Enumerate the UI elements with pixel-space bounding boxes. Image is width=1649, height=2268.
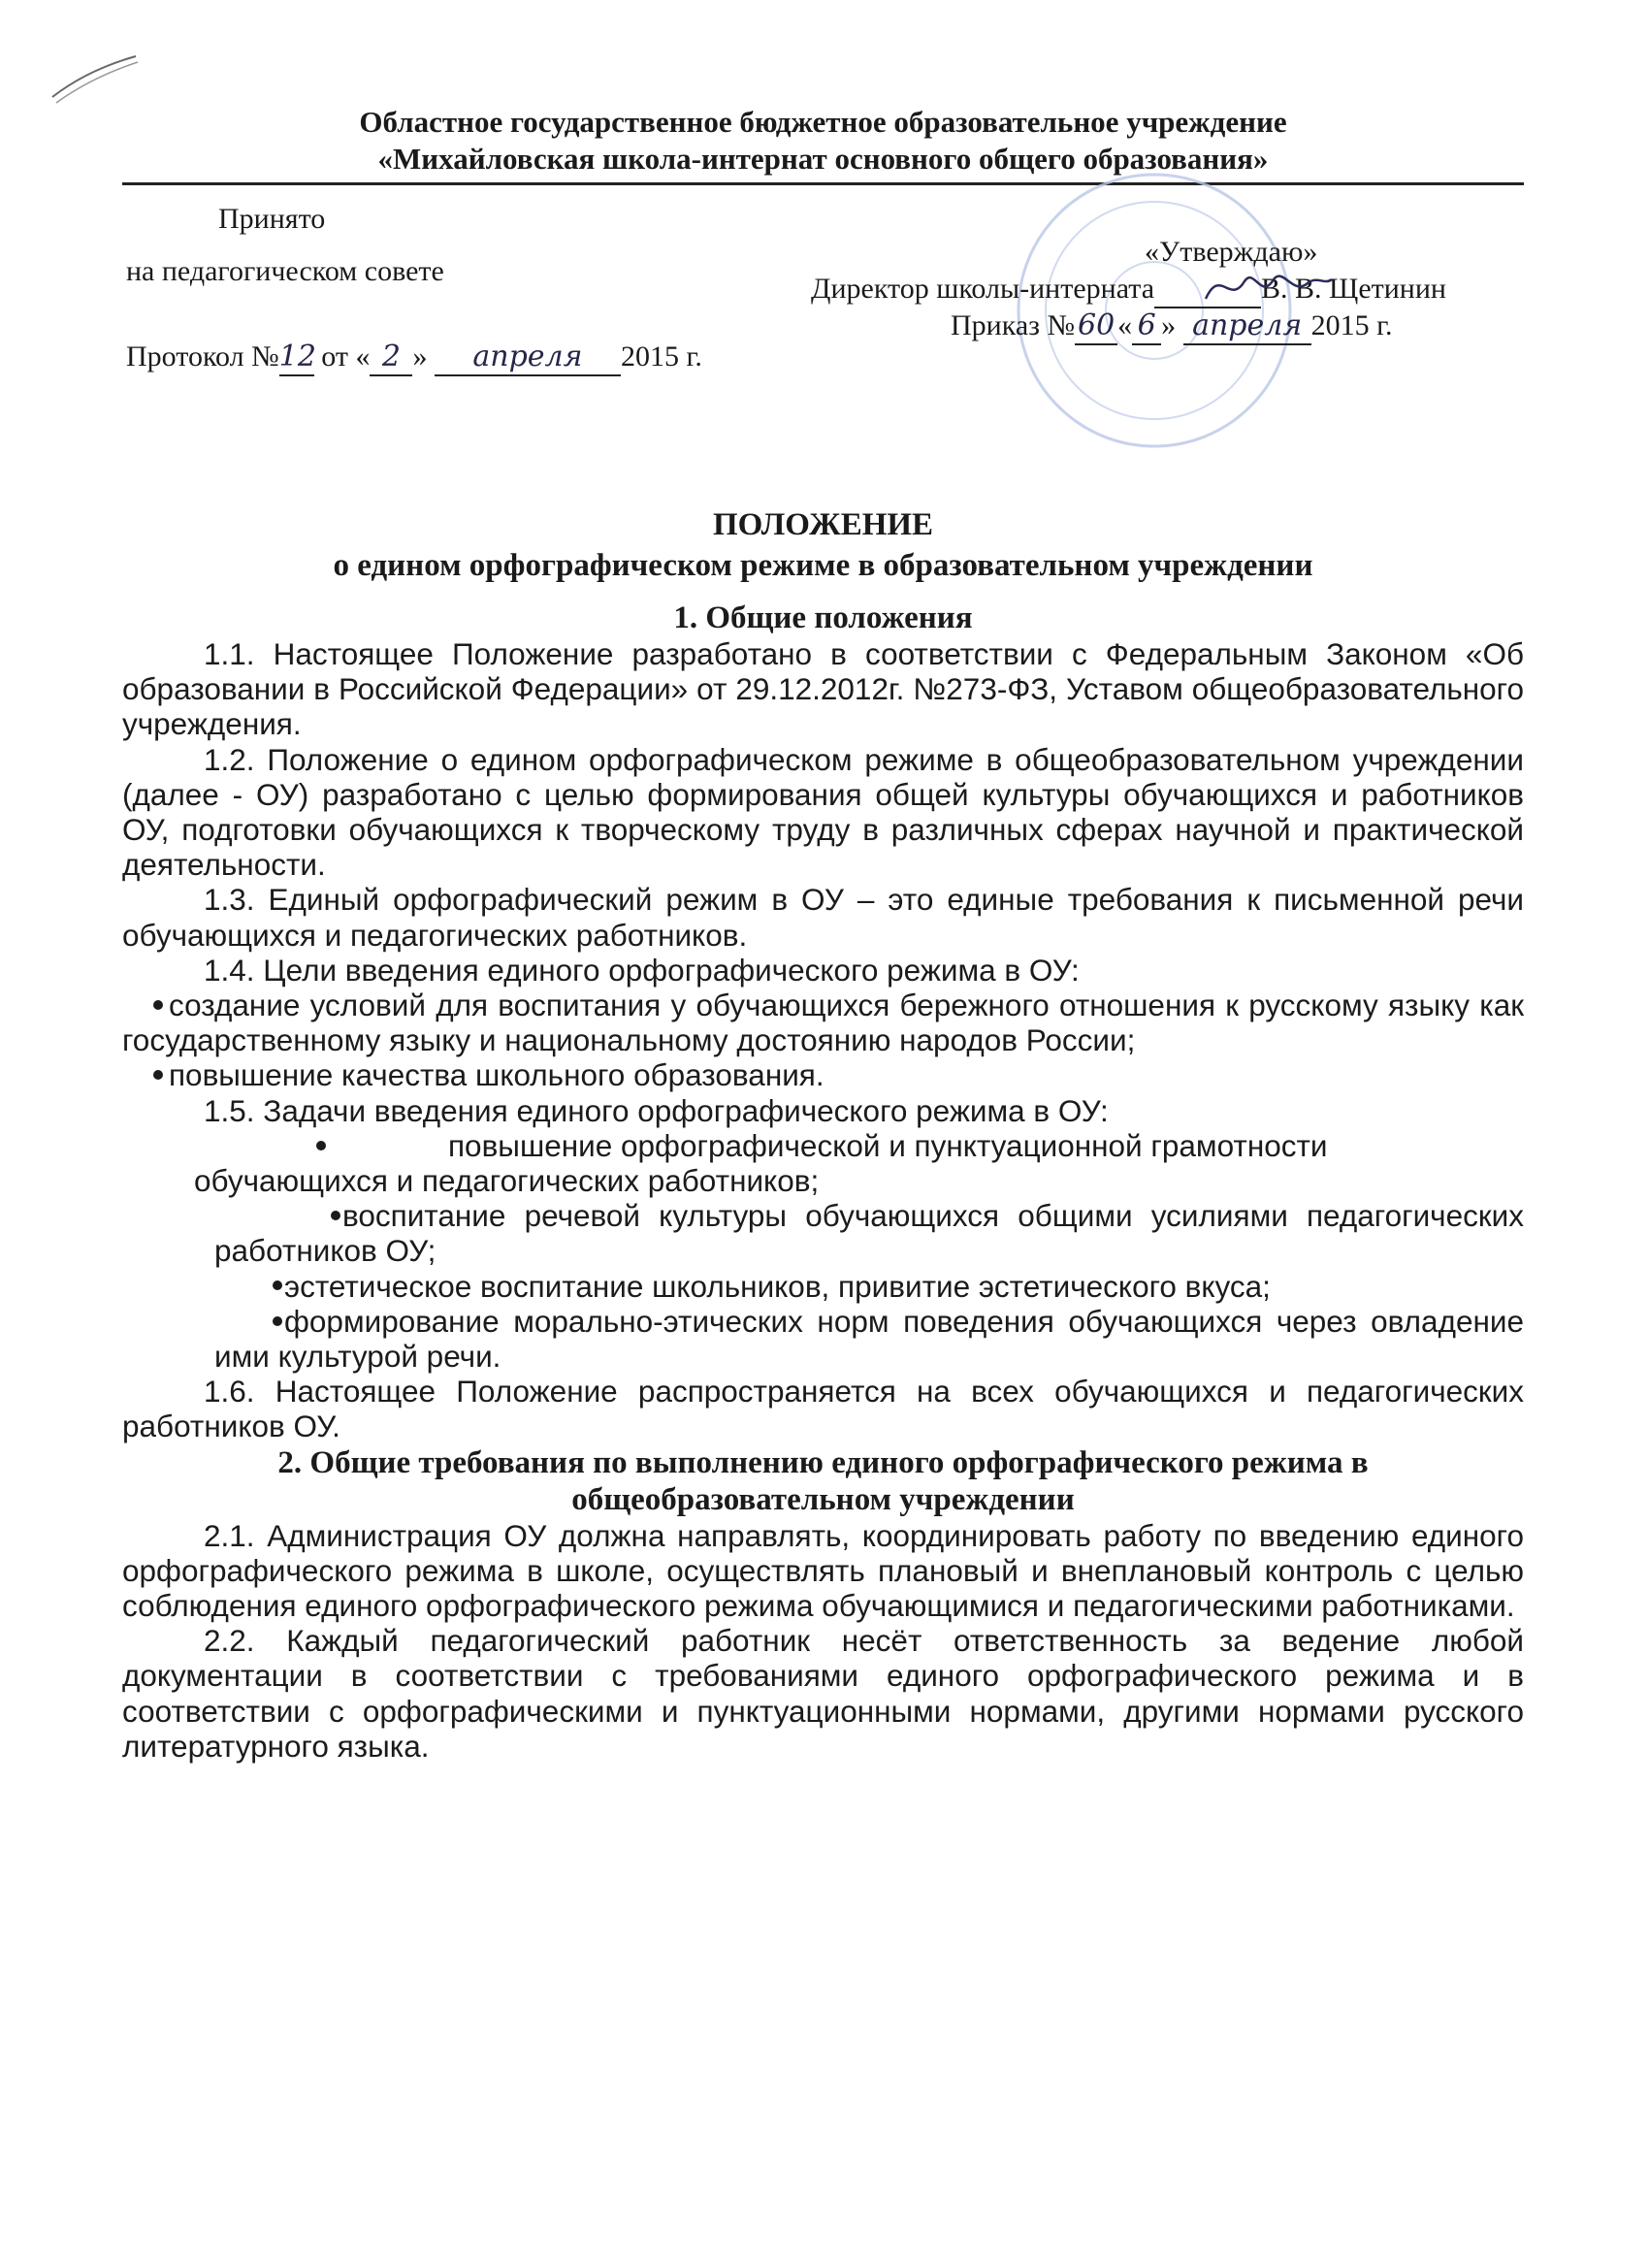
order-open: « bbox=[1117, 309, 1133, 341]
protocol-prefix: Протокол № bbox=[126, 340, 279, 373]
goal-bullet-2: повышение качества школьного образования. bbox=[122, 1057, 1524, 1092]
section-2-heading-line1: 2. Общие требования по выполнению единого орфографического режима в bbox=[277, 1444, 1369, 1480]
order-line bbox=[951, 308, 1393, 345]
task-bullet-1: повышение орфографической и пунктуационной грамотности bbox=[122, 1128, 1524, 1163]
document-title: ПОЛОЖЕНИЕ bbox=[712, 507, 934, 542]
task-bullet-2: воспитание речевой культуры обучающихся общими усилиями педагогических работников ОУ; bbox=[214, 1198, 1524, 1269]
task-bullet-1-cont: обучающихся и педагогических работников; bbox=[194, 1163, 820, 1199]
director-name: В. В. Щетинин bbox=[1261, 273, 1446, 305]
section-2-heading-line2: общеобразовательном учреждении bbox=[571, 1481, 1075, 1517]
paragraph-1-6: 1.6. Настоящее Положение распространяется на всех обучающихся и педагогических работников ОУ. bbox=[122, 1374, 1524, 1444]
protocol-from: от « bbox=[321, 340, 371, 373]
goal-bullet-1: создание условий для воспитания у обучающихся бережного отношения к русскому языку как государственному языку и национальному достоянию народов России; bbox=[122, 988, 1524, 1058]
paragraph-1-5: 1.5. Задачи введения единого орфографического режима в ОУ: bbox=[204, 1092, 1109, 1128]
task-bullet-3: эстетическое воспитание школьников, привитие эстетического вкуса; bbox=[122, 1269, 1524, 1304]
section-1-heading: 1. Общие положения bbox=[673, 600, 973, 635]
org-name-line2: «Михайловская школа-интернат основного общего образования» bbox=[377, 142, 1269, 176]
order-prefix: Приказ № bbox=[951, 309, 1076, 341]
order-close: » bbox=[1161, 309, 1177, 341]
approve-label: «Утверждаю» bbox=[1145, 236, 1318, 268]
document-subtitle: о едином орфографическом режиме в образовательном учреждении bbox=[333, 548, 1313, 583]
paragraph-1-1: 1.1. Настоящее Положение разработано в соответствии с Федеральным Законом «Об образовании в Российской Федерации» от 29.12.2012г. №273-ФЗ, Уставом общеобразовательного учреждения. bbox=[122, 636, 1524, 742]
protocol-close: » bbox=[412, 340, 428, 373]
org-name-line1: Областное государственное бюджетное образовательное учреждение bbox=[359, 105, 1287, 139]
header-divider bbox=[122, 182, 1524, 185]
director-line bbox=[811, 272, 1446, 308]
pencil-mark bbox=[48, 49, 146, 107]
director-signature bbox=[1201, 262, 1337, 310]
paragraph-1-3: 1.3. Единый орфографический режим в ОУ – это единые требования к письменной речи обучающихся и педагогических работников. bbox=[122, 882, 1524, 953]
council-label: на педагогическом совете bbox=[126, 255, 444, 287]
protocol-day: 2 bbox=[370, 340, 412, 376]
protocol-year: 2015 г. bbox=[620, 340, 702, 373]
document-body bbox=[122, 599, 1524, 1764]
order-number: 60 bbox=[1075, 308, 1117, 345]
paragraph-2-2: 2.2. Каждый педагогический работник несёт ответственность за ведение любой документации в соответствии с требованиями единого орфографического режима и в соответствии с орфографическими и пунктуационными нормами, другими нормами русского литературного языка. bbox=[122, 1623, 1524, 1764]
order-month: апреля bbox=[1183, 308, 1311, 345]
protocol-month: апреля bbox=[435, 340, 621, 376]
paragraph-1-2: 1.2. Положение о едином орфографическом режиме в общеобразовательном учреждении (далее - ОУ) разработано с целью формирования общей культуры обучающихся и работников ОУ, подготовки обучающихся к творческому труду в различных сферах научной и практической деятельности. bbox=[122, 741, 1524, 883]
task-bullet-4: формирование морально-этических норм поведения обучающихся через овладение ими культурой речи. bbox=[214, 1303, 1524, 1375]
paragraph-2-1: 2.1. Администрация ОУ должна направлять, координировать работу по введению единого орфографического режима в школе, осуществлять плановый и внеплановый контроль с целью соблюдения единого орфографического режима обучающимися и педагогическими работниками. bbox=[122, 1517, 1524, 1624]
protocol-line bbox=[126, 340, 702, 376]
order-day: 6 bbox=[1132, 308, 1161, 345]
director-title: Директор школы-интерната bbox=[811, 273, 1155, 305]
paragraph-1-4: 1.4. Цели введения единого орфографического режима в ОУ: bbox=[204, 952, 1080, 988]
protocol-number: 12 bbox=[279, 340, 314, 376]
order-year: 2015 г. bbox=[1310, 309, 1393, 341]
accepted-label: Принято bbox=[218, 203, 326, 235]
